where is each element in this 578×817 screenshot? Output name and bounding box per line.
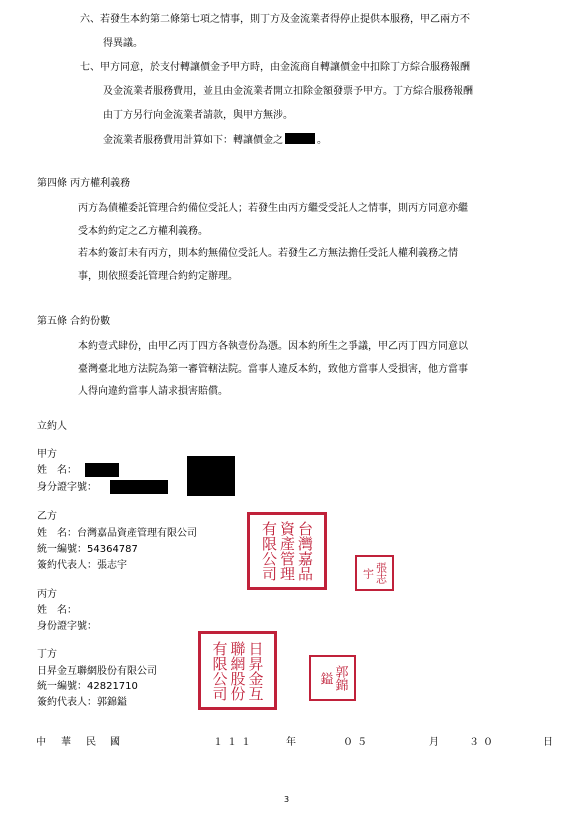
fee-formula-end: 。	[317, 135, 327, 146]
fee-formula-text: 金流業者服務費用計算如下：轉讓價金之	[103, 135, 283, 146]
party-b-tax-label: 統一編號：	[37, 544, 87, 555]
party-b-rep-value: 張志宇	[97, 560, 127, 571]
article-5-line-2: 臺灣臺北地方法院為第一審管轄法院。當事人違反本約，致他方當事人受損害，他方當事	[78, 364, 468, 375]
date-year-unit: 年	[286, 737, 296, 748]
date-year: １１１	[213, 737, 255, 748]
party-a-id-label: 身分證字號：	[37, 482, 97, 493]
party-d-tax-row	[37, 681, 138, 693]
party-b-tax-value: 54364787	[87, 544, 138, 555]
party-a-seal-redaction	[187, 456, 235, 496]
party-a-label: 甲方	[37, 449, 57, 460]
rep-seal-b-text: 張志宇	[361, 562, 388, 584]
party-a-id-redaction	[110, 480, 168, 494]
date-char-1: 中	[36, 737, 46, 748]
party-c-label: 丙方	[37, 589, 57, 600]
party-b-name-label: 姓 名：	[37, 528, 77, 539]
article-4-line-3: 若本約簽訂未有丙方，則本約無備位受託人。若發生乙方無法擔任受託人權利義務之情	[78, 248, 458, 259]
fee-rate-redaction	[285, 133, 315, 144]
party-d-rep-row	[37, 697, 127, 709]
rep-seal-d-text: 郭錦鎰	[317, 665, 348, 691]
party-d-label: 丁方	[37, 649, 57, 660]
party-d-company: 日昇金互聯網股份有限公司	[37, 666, 157, 677]
company-seal-d	[198, 631, 277, 710]
clause-7-line-3: 由丁方另行向金流業者請款，與甲方無涉。	[103, 110, 293, 121]
date-char-2: 華	[61, 737, 71, 748]
article-5-line-1: 本約壹式肆份，由甲乙丙丁四方各執壹份為憑。因本約所生之爭議，甲乙丙丁四方同意以	[78, 341, 468, 352]
party-d-rep-value: 郭錦鎰	[97, 697, 127, 708]
clause-7-line-2: 及金流業者服務費用，並且由金流業者開立扣除金額發票予甲方。丁方綜合服務報酬	[103, 86, 473, 97]
article-5-line-3: 人得向違約當事人請求損害賠償。	[78, 386, 228, 397]
page-number: 3	[284, 795, 290, 804]
party-c-id-label: 身份證字號：	[37, 621, 97, 632]
signing-date	[0, 737, 578, 751]
date-month-unit: 月	[429, 737, 439, 748]
clause-7-line-4	[103, 133, 327, 147]
article-4-line-2: 受本約約定之乙方權利義務。	[78, 226, 208, 237]
party-d-rep-label: 簽約代表人：	[37, 697, 97, 708]
party-b-rep-label: 簽約代表人：	[37, 560, 97, 571]
date-day-unit: 日	[543, 737, 553, 748]
rep-seal-b	[355, 555, 394, 591]
article-4-line-1: 丙方為債權委託管理合約備位受託人；若發生由丙方繼受受託人之情事，則丙方同意亦繼	[78, 203, 468, 214]
rep-seal-d	[309, 655, 356, 701]
party-b-tax-row	[37, 544, 138, 556]
clause-6-line-1: 六、若發生本約第二條第七項之情事，則丁方及金流業者得停止提供本服務，甲乙兩方不	[80, 14, 470, 25]
date-day: ３０	[469, 737, 497, 748]
party-d-tax-value: 42821710	[87, 681, 138, 692]
clause-7-line-1: 七、甲方同意，於支付轉讓價金予甲方時，由金流商自轉讓價金中扣除丁方綜合服務報酬	[80, 62, 470, 73]
party-b-label: 乙方	[37, 511, 57, 522]
article-4-line-4: 事，則依照委託管理合約約定辦理。	[78, 271, 238, 282]
party-c-name-label: 姓 名：	[37, 605, 77, 616]
article-4-heading: 第四條 丙方權利義務	[37, 178, 131, 189]
party-d-tax-label: 統一編號：	[37, 681, 87, 692]
party-b-rep-row	[37, 560, 127, 572]
party-b-name-row	[37, 528, 197, 540]
party-a-name-label: 姓 名：	[37, 465, 77, 476]
company-seal-d-text: 日昇金互聯網股份有限公司	[210, 640, 265, 701]
signatories-title: 立約人	[37, 421, 67, 432]
article-5-heading: 第五條 合約份數	[37, 316, 111, 327]
date-char-3: 民	[86, 737, 96, 748]
company-seal-b-text: 台灣嘉品資產管理有限公司	[260, 521, 314, 581]
party-a-name-redaction	[85, 463, 119, 477]
clause-6-line-2: 得異議。	[103, 38, 143, 49]
date-month: ０５	[343, 737, 371, 748]
company-seal-b	[247, 512, 327, 590]
date-char-4: 國	[110, 737, 120, 748]
party-b-name-value: 台灣嘉品資產管理有限公司	[77, 528, 197, 539]
